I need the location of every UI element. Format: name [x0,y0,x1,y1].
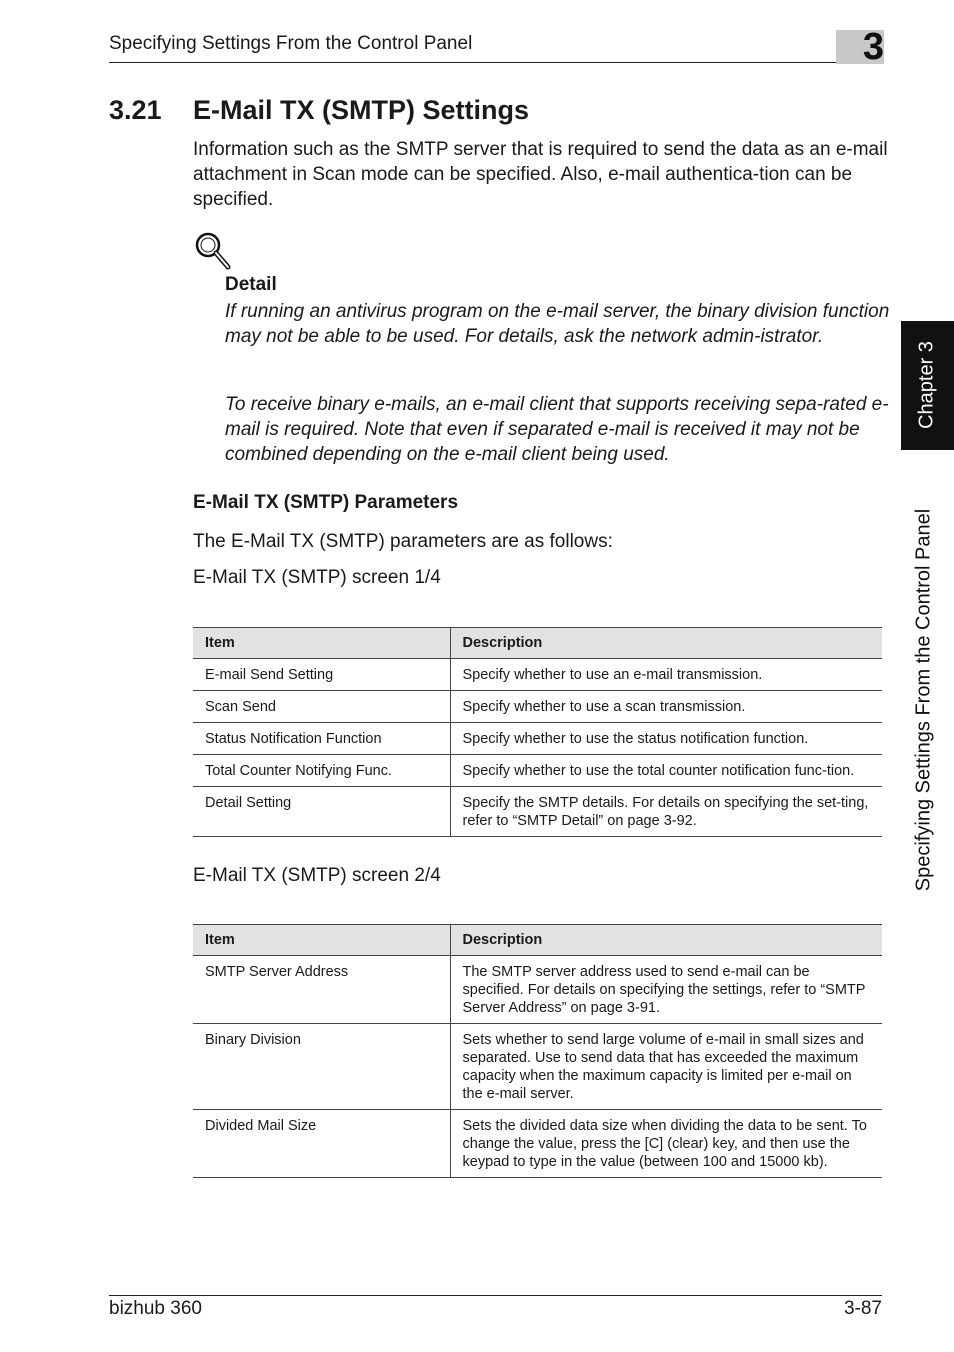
table-row [193,787,882,837]
header-rule [109,62,836,63]
detail-paragraph: To receive binary e-mails, an e-mail client that supports receiving sepa-rated e-mail is required. Note that even if separated e-mail is received it may not be combined depending on the e-mail client being used. [225,394,889,465]
description-cell: Specify whether to use a scan transmission. [450,691,882,723]
column-header-description: Description [450,925,882,956]
footer-page-number: 3-87 [843,1298,882,1319]
item-cell: Total Counter Notifying Func. [193,755,450,787]
description-cell: Specify whether to use an e-mail transmission. [450,659,882,691]
item-cell: Detail Setting [193,787,450,837]
table-header-row [193,628,882,659]
item-cell: Status Notification Function [193,723,450,755]
table-row [193,1024,882,1110]
subsection-intro: The E-Mail TX (SMTP) parameters are as follows: [193,531,613,552]
description-cell: Specify the SMTP details. For details on specifying the set-ting, refer to “SMTP Detail” on page 3-92. [450,787,882,837]
item-cell: SMTP Server Address [193,956,450,1024]
table-row [193,723,882,755]
table-row [193,755,882,787]
parameters-table [193,627,882,837]
table-row [193,659,882,691]
section-title: E-Mail TX (SMTP) Settings [193,95,530,125]
table-caption: E-Mail TX (SMTP) screen 2/4 [193,865,441,886]
side-section-label: Specifying Settings From the Control Panel [912,508,935,892]
column-header-item: Item [193,628,450,659]
description-cell: The SMTP server address used to send e-mail can be specified. For details on specifying the settings, refer to “SMTP Server Address” on page 3-91. [450,956,882,1024]
item-cell: Scan Send [193,691,450,723]
running-header-title: Specifying Settings From the Control Panel [109,33,473,54]
chapter-number: 3 [862,26,884,68]
item-cell: Binary Division [193,1024,450,1110]
description-cell: Sets whether to send large volume of e-mail in small sizes and separated. Use to send data that has exceeded the maximum capacity when the maximum capacity is limited per e-mail on the e-mail server. [450,1024,882,1110]
table-row [193,1110,882,1178]
detail-paragraph: If running an antivirus program on the e-mail server, the binary division function may not be able to be used. For details, ask the network admin-istrator. [225,301,890,347]
parameters-table [193,924,882,1178]
section-number: 3.21 [109,95,162,125]
footer-product-name: bizhub 360 [109,1298,202,1319]
section-intro: Information such as the SMTP server that is required to send the data as an e-mail attachment in Scan mode can be specified. Also, e-mail authentica-tion can be specified. [193,139,888,210]
table-row [193,956,882,1024]
table-header-row [193,925,882,956]
chapter-side-tab-label: Chapter 3 [915,341,938,429]
column-header-description: Description [450,628,882,659]
table-caption: E-Mail TX (SMTP) screen 1/4 [193,567,441,588]
description-cell: Sets the divided data size when dividing the data to be sent. To change the value, press the [C] (clear) key, and then use the keypad to type in the value (between 100 and 15000 kb). [450,1110,882,1178]
subsection-heading: E-Mail TX (SMTP) Parameters [193,492,459,513]
item-cell: E-mail Send Setting [193,659,450,691]
footer-rule [109,1295,882,1296]
description-cell: Specify whether to use the status notification function. [450,723,882,755]
column-header-item: Item [193,925,450,956]
detail-label: Detail [225,274,277,295]
table-row [193,691,882,723]
description-cell: Specify whether to use the total counter notification func-tion. [450,755,882,787]
magnifier-icon [193,230,233,272]
item-cell: Divided Mail Size [193,1110,450,1178]
